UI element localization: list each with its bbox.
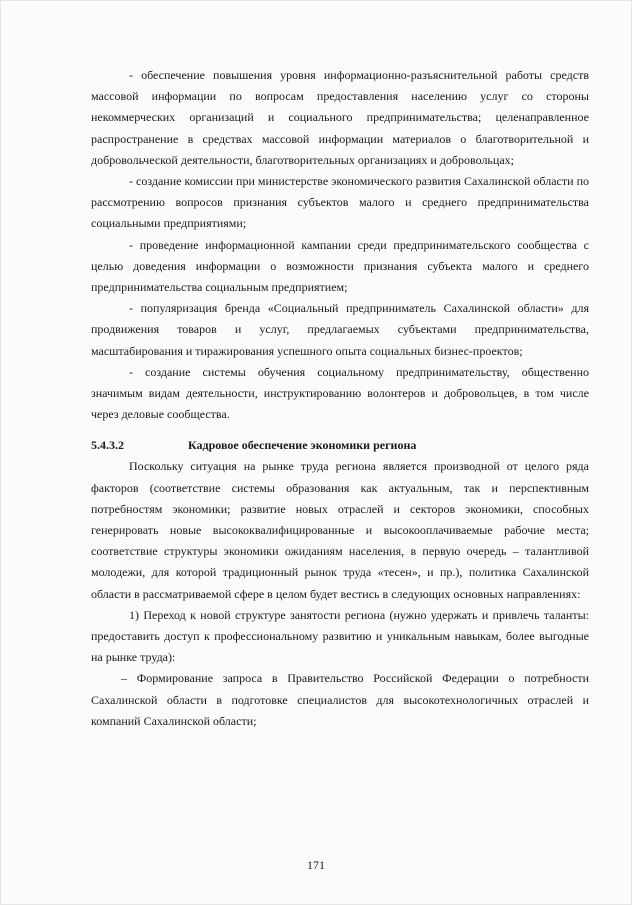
- paragraph-commission: - создание комиссии при министерстве экономического развития Сахалинской области по рассмотрению вопросов признания субъектов малого и среднего предпринимательства социальными предприятиями;: [91, 174, 589, 231]
- paragraph-mass-media: - обеспечение повышения уровня информационно-разъяснительной работы средств массовой информации по вопросам предоставления населению услуг со стороны некоммерческих организаций и социального предпринимательства; целенаправленное распространение в средствах массовой информации материалов о благотворительной и добровольческой деятельности, благотворительных организациях и добровольцах;: [91, 68, 589, 167]
- paragraph-brand-promotion: - популяризация бренда «Социальный предприниматель Сахалинской области» для продвижения товаров и услуг, предлагаемых субъектами предпринимательства, масштабирования и тиражирования успешного опыта социальных бизнес-проектов;: [91, 301, 589, 358]
- section-heading: [91, 435, 589, 456]
- page-number: 171: [307, 858, 325, 872]
- paragraph-employment-structure: 1) Переход к новой структуре занятости региона (нужно удержать и привлечь таланты: предоставить доступ к профессиональному развитию и уникальным навыкам, более выгодные на рынке труда):: [91, 607, 589, 665]
- paragraph-info-campaign: - проведение информационной кампании среди предпринимательского сообщества с целью доведения информации о возможности признания субъекта малого и среднего предпринимательства социальным предприятием;: [91, 237, 589, 295]
- paragraph-training-system: - создание системы обучения социальному предпринимательству, общественно значимым видам деятельности, инструктированию волонтеров и добровольцев, в том числе через деловые сообщества.: [91, 364, 589, 422]
- section-number: 5.4.3.2: [91, 438, 124, 453]
- page-body: [91, 65, 589, 732]
- paragraph-labor-market: Поскольку ситуация на рынке труда региона является производной от целого ряда факторов (соответствие системы образования как актуальным, так и перспективным потребностям экономики; развитие новых отраслей и секторов экономики, способных генерировать новые высококвалифицированные и высокооплачиваемые рабочие места; соответствие структуры экономики ожиданиям населения, в первую очередь – талантливой молодежи, для которой традиционный рынок труда «тесен», и пр.), политика Сахалинской области в рассматриваемой сфере в целом будет вестись в следующих основных направлениях:: [91, 459, 589, 601]
- section-title: Кадровое обеспечение экономики региона: [188, 438, 417, 453]
- paragraph-request-government: – Формирование запроса в Правительство Российской Федерации о потребности Сахалинской области в подготовке специалистов для высокотехнологичных отраслей и компаний Сахалинской области;: [91, 671, 589, 728]
